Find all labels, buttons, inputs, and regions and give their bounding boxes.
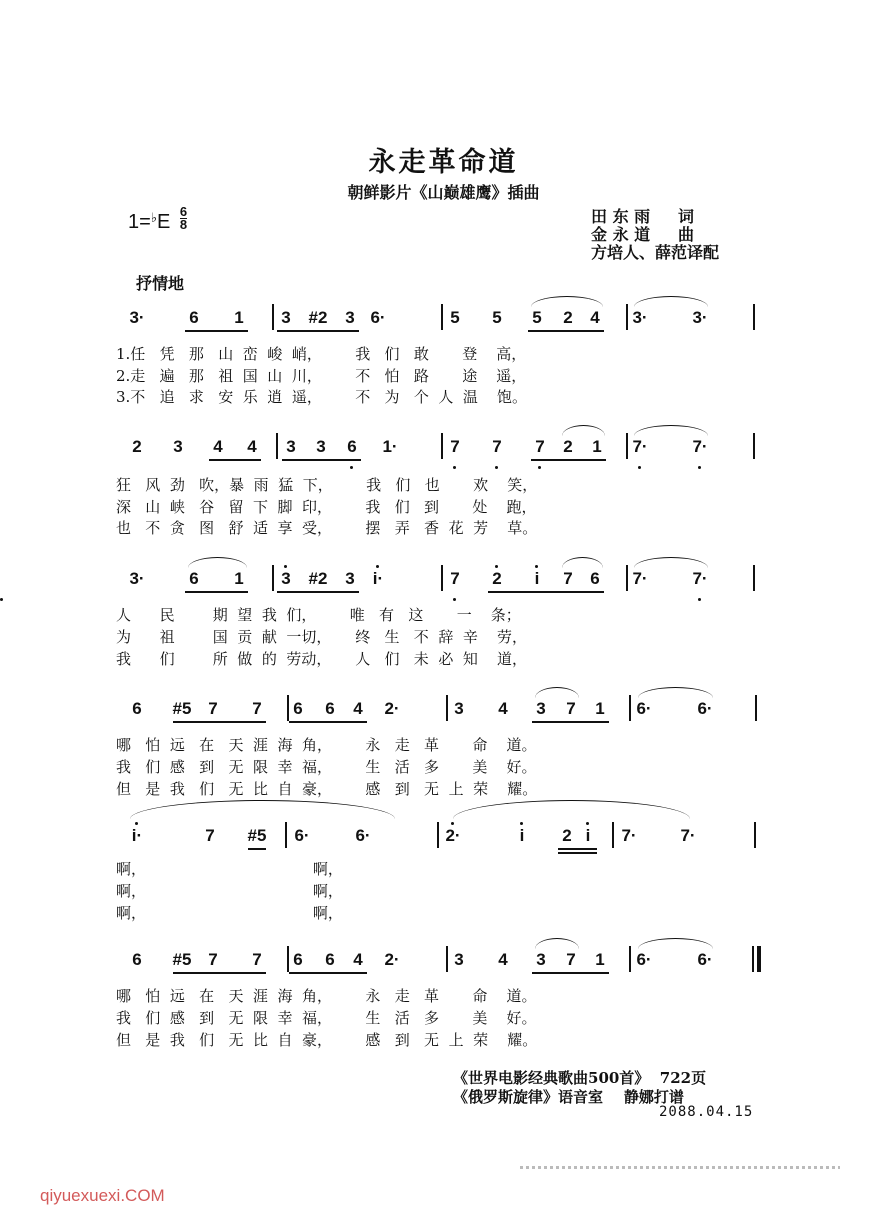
note: #2	[308, 308, 328, 327]
bar-line	[612, 822, 614, 848]
lyric-line: 深 山 峡 谷 留 下 脚 印， 我 们 到 处 跑，	[116, 498, 537, 516]
note: 7	[566, 699, 576, 718]
bar-line	[753, 433, 755, 459]
bar-line	[626, 304, 628, 330]
lyric-line: 但 是 我 们 无 比 自 豪， 感 到 无 上 荣 耀。	[116, 1031, 538, 1049]
bar-line	[441, 304, 443, 330]
bar-line	[446, 946, 448, 972]
lyric-line: 也 不 贪 图 舒 适 享 受， 摆 弄 香 花 芳 草。	[116, 519, 538, 537]
slur	[634, 425, 708, 436]
note: 4	[498, 950, 508, 969]
note: i	[519, 826, 525, 845]
octave-dot-below	[453, 598, 456, 601]
note: 5	[492, 308, 502, 327]
note: 6	[189, 569, 199, 588]
slur	[638, 938, 713, 949]
note: 6·	[697, 699, 713, 718]
note: 6	[325, 950, 335, 969]
note: 7	[563, 569, 573, 588]
bar-line	[441, 433, 443, 459]
beam-underline	[558, 852, 597, 854]
octave-dot-above	[586, 822, 589, 825]
bar-line	[754, 822, 756, 848]
beam-underline	[173, 721, 266, 723]
octave-dot-below	[350, 466, 353, 469]
note: 6·	[294, 826, 310, 845]
note: 1·	[382, 437, 398, 456]
song-title: 永走革命道	[368, 147, 519, 178]
note: 3	[536, 950, 546, 969]
beam-underline	[282, 459, 361, 461]
lyric-line: 为 祖 国 贡 献 一切， 终 生 不 辞 辛 劳，	[116, 628, 527, 646]
slur	[562, 557, 603, 568]
note: #2	[308, 569, 328, 588]
note: 6·	[370, 308, 386, 327]
note: 2	[563, 437, 573, 456]
octave-dot-above	[520, 822, 523, 825]
note: 3	[281, 308, 291, 327]
note: 1	[234, 308, 244, 327]
lyric-line: 啊， 啊，	[116, 860, 343, 878]
lyric-line: 哪 怕 远 在 天 涯 海 角， 永 走 革 命 道。	[116, 736, 537, 754]
beam-underline	[531, 459, 606, 461]
credits	[591, 208, 719, 262]
note: i·	[372, 569, 384, 588]
lyric-line: 狂 风 劲 吹，暴 雨 猛 下， 我 们 也 欢 笑，	[116, 476, 538, 494]
key-signature	[128, 204, 188, 235]
note: 7·	[632, 569, 648, 588]
note: 3	[281, 569, 291, 588]
note: 7	[566, 950, 576, 969]
source-line-2: 《俄罗斯旋律》语音室 静娜打谱	[453, 1088, 684, 1106]
lyric-line: 我 们 所 做 的 劳动， 人 们 未 必 知 道，	[116, 650, 527, 668]
bar-line	[626, 433, 628, 459]
phrase-slur	[130, 800, 395, 819]
note: 2	[563, 308, 573, 327]
lyric-line: 人 民 期 望 我 们， 唯 有 这 一 条；	[116, 606, 521, 624]
note: 3	[454, 950, 464, 969]
beam-underline	[558, 848, 597, 850]
beam-underline	[289, 721, 367, 723]
bar-line	[441, 565, 443, 591]
note: 6	[590, 569, 600, 588]
time-signature	[180, 206, 187, 231]
slur	[638, 687, 713, 698]
note: 1	[234, 569, 244, 588]
lyric-line: 我 们 感 到 无 限 幸 福， 生 活 多 美 好。	[116, 758, 537, 776]
note: 7·	[621, 826, 637, 845]
note: i·	[131, 826, 143, 845]
lyric-line: 啊， 啊，	[116, 882, 343, 900]
slur	[562, 425, 605, 436]
note: 7·	[632, 437, 648, 456]
note: 7	[252, 699, 262, 718]
note: 2·	[445, 826, 461, 845]
beam-underline	[248, 848, 266, 850]
divider	[520, 1166, 840, 1169]
beam-underline	[532, 972, 609, 974]
note: 5	[450, 308, 460, 327]
note: #5	[247, 826, 267, 845]
octave-dot-below	[698, 466, 701, 469]
bar-line	[626, 565, 628, 591]
note: 3	[345, 569, 355, 588]
note: 4	[353, 699, 363, 718]
note: i	[585, 826, 591, 845]
flat-sign: ♭	[150, 210, 157, 225]
slur	[535, 687, 579, 698]
note: 3·	[129, 308, 145, 327]
bar-line	[287, 695, 289, 721]
note: 7	[450, 569, 460, 588]
slur	[188, 557, 247, 568]
note: 4	[590, 308, 600, 327]
source-info	[453, 1069, 706, 1107]
note: 3	[536, 699, 546, 718]
note: 3·	[632, 308, 648, 327]
note: 3·	[692, 308, 708, 327]
note: 7·	[692, 437, 708, 456]
note: 6	[347, 437, 357, 456]
beam-underline	[209, 459, 261, 461]
note: #5	[172, 699, 192, 718]
note: 4	[213, 437, 223, 456]
octave-dot-above	[495, 565, 498, 568]
slur	[531, 296, 603, 307]
bar-line	[285, 822, 287, 848]
note: 6	[325, 699, 335, 718]
bar-line	[752, 946, 754, 972]
bar-line	[753, 565, 755, 591]
time-top: 6	[179, 204, 188, 219]
bar-line	[629, 946, 631, 972]
beam-underline	[528, 330, 604, 332]
beam-underline	[277, 591, 359, 593]
note: 2	[492, 569, 502, 588]
octave-dot-below	[538, 466, 541, 469]
note: 3·	[129, 569, 145, 588]
note: 2	[132, 437, 142, 456]
note: i	[534, 569, 540, 588]
lyric-line: 我 们 感 到 无 限 幸 福， 生 活 多 美 好。	[116, 1009, 537, 1027]
credit-lyrics: 田 东 雨 词	[591, 207, 694, 226]
bar-line	[276, 433, 278, 459]
beam-underline	[488, 591, 604, 593]
note: 7·	[692, 569, 708, 588]
note: 7	[450, 437, 460, 456]
lyric-line: 哪 怕 远 在 天 涯 海 角， 永 走 革 命 道。	[116, 987, 537, 1005]
octave-dot-below	[453, 466, 456, 469]
lyric-line: 3.不 追 求 安 乐 逍 遥， 不 为 个 人 温 饱。	[116, 388, 527, 406]
octave-dot-above	[535, 565, 538, 568]
transcription-date: 2088.04.15	[659, 1104, 754, 1120]
note: 4	[247, 437, 257, 456]
watermark: qiyuexuexi.COM	[40, 1186, 165, 1205]
slur	[535, 938, 579, 949]
bar-line	[437, 822, 439, 848]
note: 6·	[636, 699, 652, 718]
lyric-line: 啊， 啊，	[116, 904, 343, 922]
beam-underline	[173, 972, 266, 974]
octave-dot-below	[638, 466, 641, 469]
phrase-slur	[453, 800, 690, 819]
beam-underline	[532, 721, 609, 723]
lyric-line: 1.任 凭 那 山 峦 峻 峭， 我 们 敢 登 高，	[116, 345, 527, 363]
note: 1	[595, 950, 605, 969]
note: 2	[562, 826, 572, 845]
beam-underline	[185, 330, 248, 332]
note: 3	[454, 699, 464, 718]
bar-line	[757, 946, 761, 972]
key-note: E	[156, 210, 171, 233]
note: 7	[535, 437, 545, 456]
bar-line	[287, 946, 289, 972]
beam-underline	[289, 972, 367, 974]
bar-line	[272, 304, 274, 330]
bar-line	[446, 695, 448, 721]
note: 7	[252, 950, 262, 969]
note: 3	[345, 308, 355, 327]
note: 7	[208, 699, 218, 718]
octave-dot-below	[0, 598, 3, 601]
note: 1	[592, 437, 602, 456]
key-prefix: 1=	[128, 210, 151, 233]
octave-dot-above	[451, 822, 454, 825]
octave-dot-above	[284, 565, 287, 568]
lyric-line: 2.走 遍 那 祖 国 山 川， 不 怕 路 途 遥，	[116, 367, 527, 385]
octave-dot-below	[698, 598, 701, 601]
octave-dot-below	[495, 466, 498, 469]
bar-line	[629, 695, 631, 721]
note: 5	[532, 308, 542, 327]
beam-underline	[185, 591, 248, 593]
octave-dot-above	[135, 822, 138, 825]
credit-translation: 方培人、薛范译配	[591, 243, 720, 262]
note: 6	[293, 699, 303, 718]
bar-line	[753, 304, 755, 330]
note: 7	[205, 826, 215, 845]
note: 6	[189, 308, 199, 327]
slur	[634, 296, 708, 307]
note: #5	[172, 950, 192, 969]
note: 6·	[636, 950, 652, 969]
note: 2·	[384, 950, 400, 969]
slur	[634, 557, 708, 568]
note: 6·	[355, 826, 371, 845]
note: 6·	[697, 950, 713, 969]
note: 7	[208, 950, 218, 969]
note: 1	[595, 699, 605, 718]
note: 6	[132, 950, 142, 969]
note: 7·	[680, 826, 696, 845]
note: 4	[498, 699, 508, 718]
credit-music: 金 永 道 曲	[591, 225, 694, 244]
bar-line	[272, 565, 274, 591]
source-line-1: 《世界电影经典歌曲500首》 722页	[453, 1069, 707, 1087]
note: 4	[353, 950, 363, 969]
note: 3	[173, 437, 183, 456]
note: 6	[132, 699, 142, 718]
lyric-line: 但 是 我 们 无 比 自 豪， 感 到 无 上 荣 耀。	[116, 780, 538, 798]
beam-underline	[277, 330, 359, 332]
note: 3	[316, 437, 326, 456]
tempo-marking: 抒情地	[136, 274, 185, 293]
note: 6	[293, 950, 303, 969]
note: 3	[286, 437, 296, 456]
note: 7	[492, 437, 502, 456]
bar-line	[755, 695, 757, 721]
octave-dot-above	[376, 565, 379, 568]
song-subtitle: 朝鲜影片《山巅雄鹰》插曲	[347, 183, 540, 202]
note: 2·	[384, 699, 400, 718]
time-bottom: 8	[179, 217, 188, 232]
